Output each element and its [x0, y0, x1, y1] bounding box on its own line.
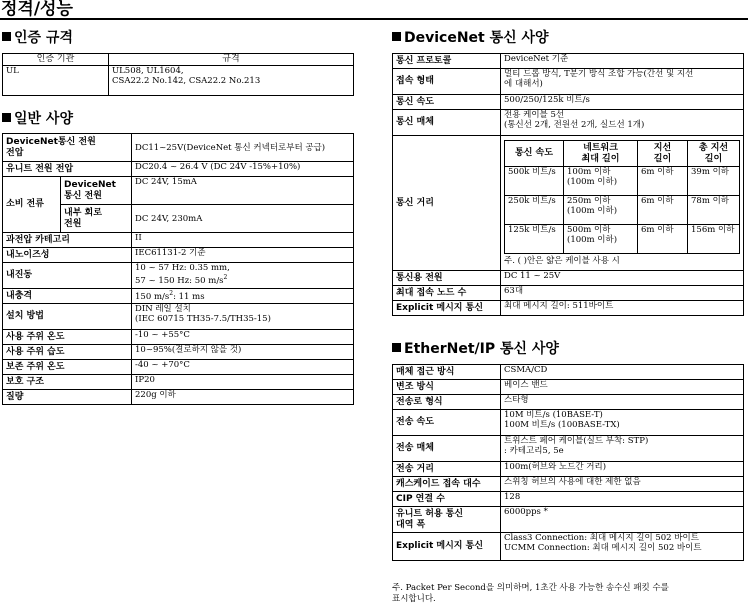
superscript-2: 2	[223, 274, 228, 281]
distance-label: 통신 거리	[393, 136, 501, 271]
eth-label: 매체 접근 방식	[393, 365, 501, 380]
protocol-label: 통신 프로토콜	[393, 54, 501, 69]
vibration-line-1: 10 ~ 57 Hz: 0.35 mm,	[135, 263, 230, 273]
dist-header-drop: 지선 길이	[638, 141, 688, 167]
protocol-value: DeviceNet 기준	[501, 54, 744, 69]
dist-max: 500m 이하 (100m 이하)	[564, 225, 638, 254]
dist-max: 100m 이하 (100m 이하)	[564, 167, 638, 196]
dist-speed: 500k 비트/s	[505, 167, 564, 196]
eth-label: 전송로 형식	[393, 395, 501, 410]
devicenet-power-label: DeviceNet통신 전원 전압	[3, 134, 132, 162]
superscript-2: 2	[169, 290, 174, 297]
eth-value: CSMA/CD	[501, 365, 744, 380]
eth-label: 캐스케이드 접속 대수	[393, 477, 501, 492]
distance-cell	[501, 136, 744, 271]
table-row	[393, 533, 744, 561]
consumption-dn-label: DeviceNet 통신 전원	[61, 177, 132, 205]
explicit-label: Explicit 메시지 통신	[393, 301, 501, 316]
op-humidity-value: 10~95%(결로하지 않을 것)	[132, 345, 354, 360]
table-row	[393, 395, 744, 410]
devicenet-heading: DeviceNet 통신 사양	[392, 30, 549, 46]
storage-temp-value: -40 ~ +70°C	[132, 360, 354, 375]
eth-label: CIP 연결 수	[393, 492, 501, 507]
dist-header-max: 네트워크 최대 길이	[564, 141, 638, 167]
vibration-label: 내진동	[3, 263, 132, 289]
table-row	[393, 492, 744, 507]
consumption-dn-value: DC 24V, 15mA	[132, 177, 354, 205]
ethernet-spec-table	[392, 364, 744, 561]
consumption-internal-label: 내부 회로 전원	[61, 205, 132, 233]
table-row	[393, 380, 744, 395]
explicit-value: 최대 메시지 길이: 511바이트	[501, 301, 744, 316]
speed-value: 500/250/125k 비트/s	[501, 95, 744, 110]
dist-total: 39m 이하	[688, 167, 740, 196]
shock-value-tail: : 11 ms	[173, 291, 205, 302]
eth-value: 6000pps *	[501, 507, 744, 533]
weight-value: 220g 이하	[132, 390, 354, 405]
eth-value: 100m(허브와 노드간 거리)	[501, 462, 744, 477]
general-heading: 일반 사양	[2, 111, 73, 127]
distance-table	[504, 140, 740, 254]
eth-label: 유니트 허용 통신 대역 폭	[393, 507, 501, 533]
mounting-value: DIN 레일 설치 (IEC 60715 TH35-7.5/TH35-15)	[132, 304, 354, 330]
dist-header-speed: 통신 속도	[505, 141, 564, 167]
unit-power-label: 유니트 전원 전압	[3, 162, 132, 177]
max-nodes-value: 63대	[501, 286, 744, 301]
shock-label: 내충격	[3, 289, 132, 304]
ethernet-footnote: 주. Packet Per Second을 의미하며, 1초간 사용 가능한 송수신 패킷 수를 표시합니다.	[392, 583, 669, 604]
certification-table	[2, 53, 354, 96]
comm-power-label: 통신용 전원	[393, 271, 501, 286]
media-label: 통신 매체	[393, 110, 501, 136]
eth-value: 10M 비트/s (10BASE-T) 100M 비트/s (100BASE-TX)	[501, 410, 744, 436]
consumption-internal-value: DC 24V, 230mA	[132, 205, 354, 233]
table-row	[393, 507, 744, 533]
eth-value: 베이스 밴드	[501, 380, 744, 395]
media-value: 전용 케이블 5선 (통신선 2개, 전원선 2개, 실드선 1개)	[501, 110, 744, 136]
dist-header-total: 총 지선 길이	[688, 141, 740, 167]
dist-total: 156m 이하	[688, 225, 740, 254]
eth-value: Class3 Connection: 최대 메시지 길이 502 바이트 UCMM Connection: 최대 메시지 길이 502 바이트	[501, 533, 744, 561]
op-humidity-label: 사용 주위 습도	[3, 345, 132, 360]
col-standard-header: 규격	[109, 54, 354, 66]
speed-label: 통신 속도	[393, 95, 501, 110]
protection-label: 보호 구조	[3, 375, 132, 390]
devicenet-power-value: DC11~25V(DeviceNet 통신 커넥터로부터 공급)	[132, 134, 354, 162]
max-nodes-label: 최대 접속 노드 수	[393, 286, 501, 301]
ethernet-heading: EtherNet/IP 통신 사양	[392, 341, 559, 357]
protection-value: IP20	[132, 375, 354, 390]
dist-drop: 6m 이하	[638, 196, 688, 225]
dist-drop: 6m 이하	[638, 225, 688, 254]
op-temp-value: -10 ~ +55°C	[132, 330, 354, 345]
eth-value: 스위칭 허브의 사용에 대한 제한 없음	[501, 477, 744, 492]
table-row	[393, 477, 744, 492]
shock-value	[132, 289, 354, 304]
table-row	[505, 196, 740, 225]
consumption-label: 소비 전류	[3, 177, 61, 233]
eth-label: 전송 매체	[393, 436, 501, 462]
topology-value: 멀티 드롭 방식, T분기 방식 조합 가능(간선 및 지선 에 대해서)	[501, 69, 744, 95]
agency-cell: UL	[3, 66, 109, 96]
dist-speed: 125k 비트/s	[505, 225, 564, 254]
table-row	[393, 436, 744, 462]
vibration-value	[132, 263, 354, 289]
dist-speed: 250k 비트/s	[505, 196, 564, 225]
table-row	[505, 167, 740, 196]
noise-value: IEC61131-2 기준	[132, 248, 354, 263]
devicenet-spec-table	[392, 53, 744, 316]
table-row	[393, 365, 744, 380]
col-agency-header: 인증 기관	[3, 54, 109, 66]
certification-heading: 인증 규격	[2, 30, 73, 46]
distance-note: 주. ( )안은 얇은 케이블 사용 시	[504, 256, 620, 266]
table-row	[393, 462, 744, 477]
square-bullet-icon	[2, 113, 11, 122]
dist-max: 250m 이하 (100m 이하)	[564, 196, 638, 225]
general-spec-table	[2, 133, 354, 405]
eth-value: 스타형	[501, 395, 744, 410]
noise-label: 내노이즈성	[3, 248, 132, 263]
square-bullet-icon	[392, 32, 401, 41]
weight-label: 질량	[3, 390, 132, 405]
eth-label: 전송 속도	[393, 410, 501, 436]
vibration-line-2: 57 ~ 150 Hz: 50 m/s	[135, 275, 224, 286]
square-bullet-icon	[2, 32, 11, 41]
eth-value: 트위스트 페어 케이블(실드 부착: STP) : 카테고리5, 5e	[501, 436, 744, 462]
mounting-label: 설치 방법	[3, 304, 132, 330]
eth-label: 전송 거리	[393, 462, 501, 477]
overvoltage-value: II	[132, 233, 354, 248]
shock-value-main: 150 m/s	[135, 291, 170, 302]
page-title: 정격/성능	[0, 0, 748, 20]
comm-power-value: DC 11 ~ 25V	[501, 271, 744, 286]
eth-label: 변조 방식	[393, 380, 501, 395]
eth-label: Explicit 메시지 통신	[393, 533, 501, 561]
unit-power-value: DC20.4 ~ 26.4 V (DC 24V -15%+10%)	[132, 162, 354, 177]
dist-drop: 6m 이하	[638, 167, 688, 196]
square-bullet-icon	[392, 343, 401, 352]
table-row	[393, 410, 744, 436]
topology-label: 접속 형태	[393, 69, 501, 95]
table-row	[505, 225, 740, 254]
eth-value: 128	[501, 492, 744, 507]
op-temp-label: 사용 주위 온도	[3, 330, 132, 345]
dist-total: 78m 이하	[688, 196, 740, 225]
storage-temp-label: 보존 주위 온도	[3, 360, 132, 375]
overvoltage-label: 과전압 카테고리	[3, 233, 132, 248]
standard-cell: UL508, UL1604, CSA22.2 No.142, CSA22.2 No.213	[109, 66, 354, 96]
